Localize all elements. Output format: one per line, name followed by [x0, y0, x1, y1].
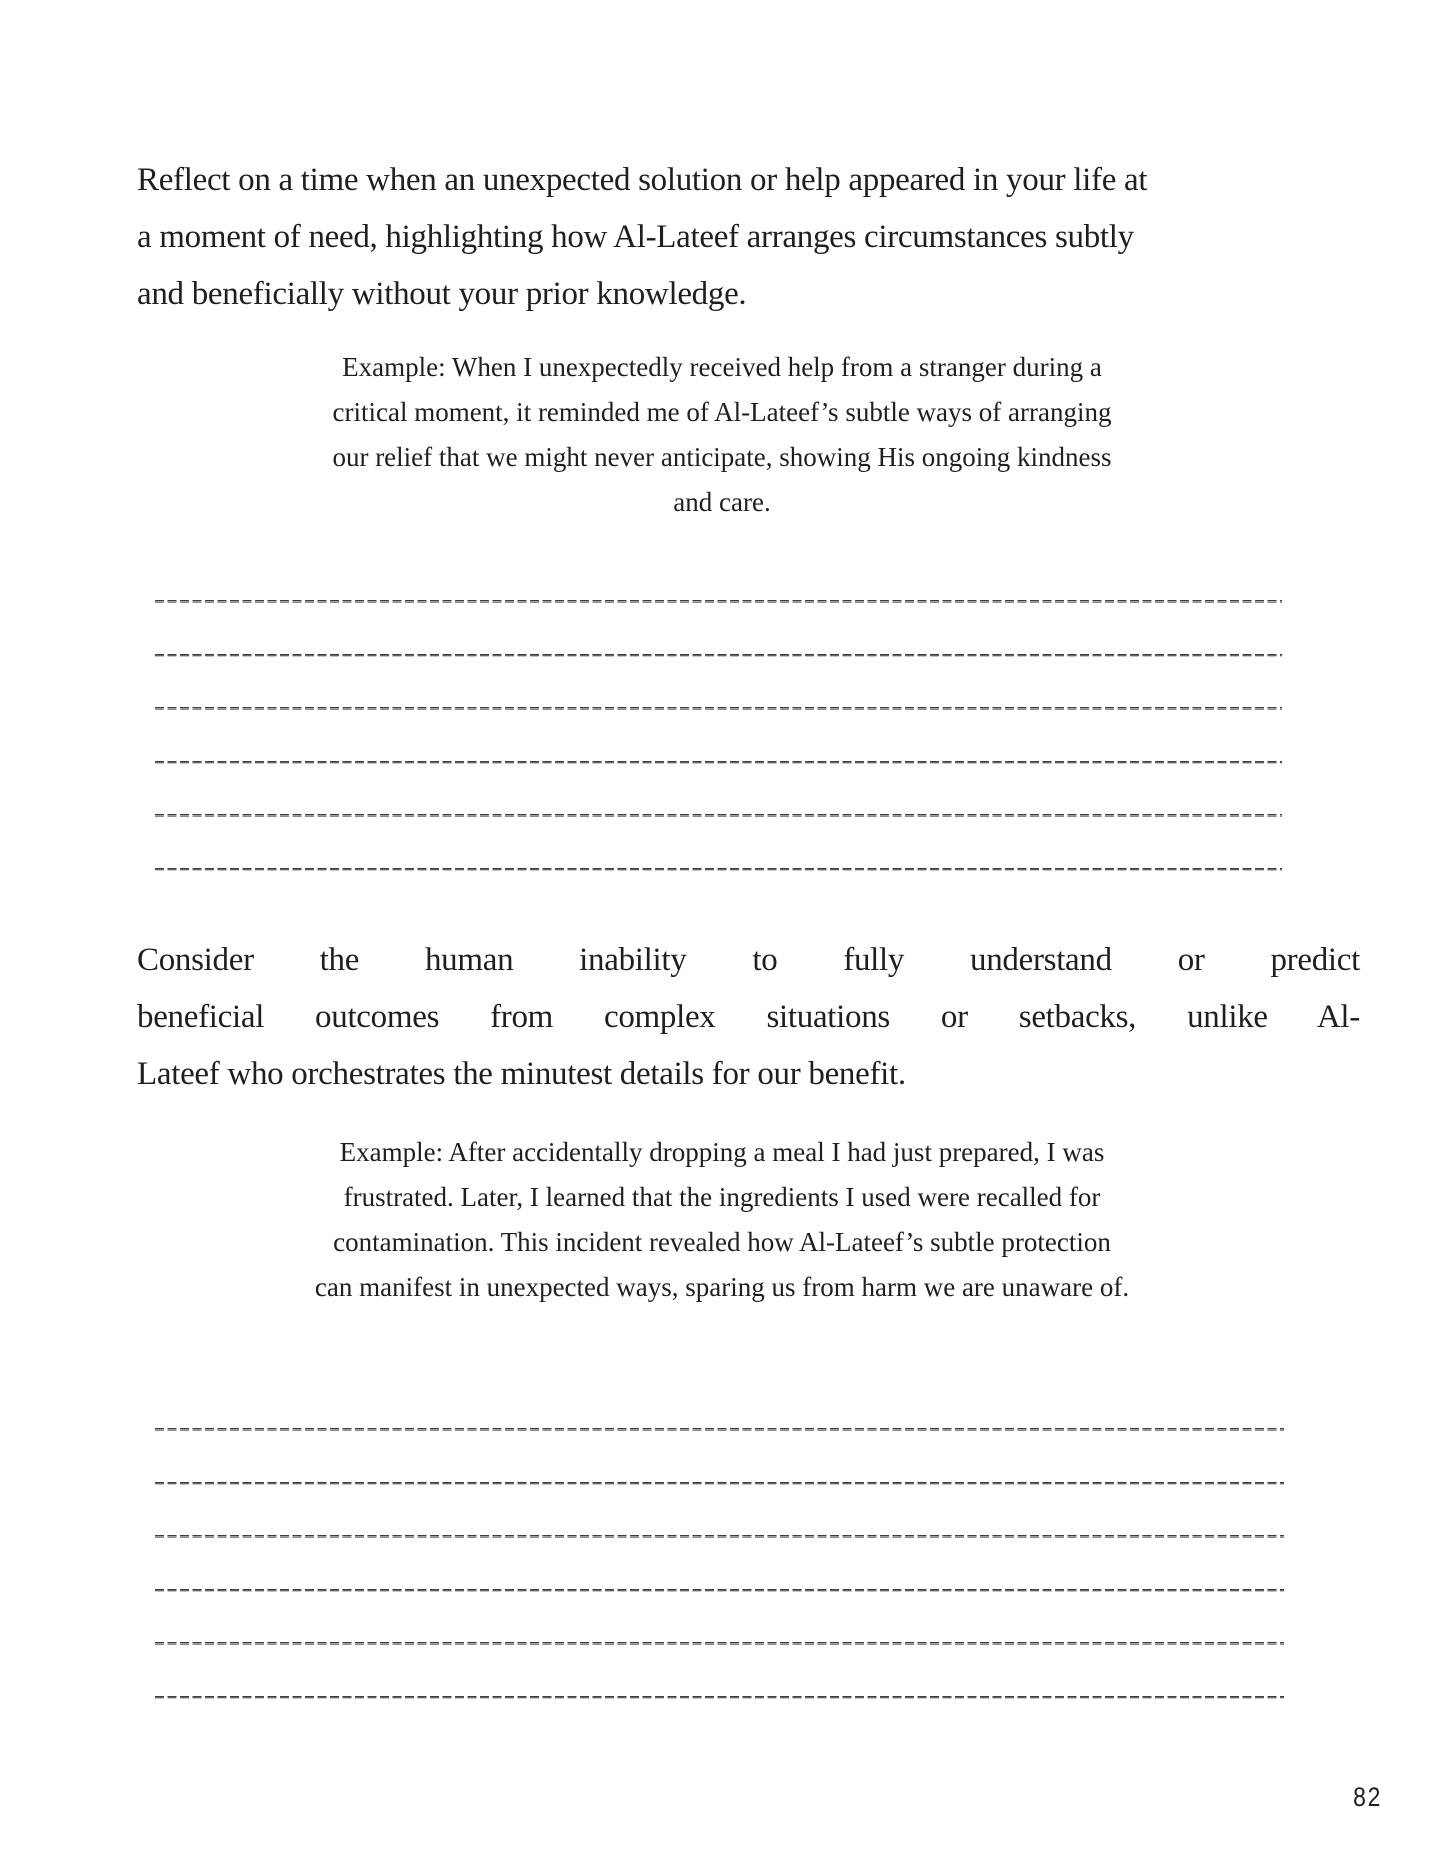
journal-prompt-2: [137, 932, 1360, 1103]
journal-prompt-1: [137, 152, 1360, 323]
example-line: our relief that we might never anticipate, showing His ongoing kindness: [332, 442, 1112, 472]
writing-lines-block-2: [155, 1428, 1284, 1749]
prompt-line: Reflect on a time when an unexpected solution or help appeared in your life at: [137, 162, 1148, 198]
writing-line: [155, 1642, 1284, 1645]
writing-lines-block-1: [155, 600, 1282, 921]
writing-line: [155, 868, 1282, 871]
example-line: critical moment, it reminded me of Al-Lateef’s subtle ways of arranging: [332, 397, 1112, 427]
writing-line: [155, 707, 1282, 710]
writing-line: [155, 1535, 1284, 1538]
writing-line: [155, 1696, 1284, 1699]
prompt-line: Consider the human inability to fully understand or predict: [137, 942, 1360, 978]
writing-line: [155, 1428, 1284, 1431]
example-line: Example: After accidentally dropping a meal I had just prepared, I was: [339, 1137, 1105, 1167]
example-line: and care.: [673, 487, 771, 517]
writing-line: [155, 1589, 1284, 1592]
example-line: frustrated. Later, I learned that the ingredients I used were recalled for: [343, 1182, 1101, 1212]
prompt-line: a moment of need, highlighting how Al-Lateef arranges circumstances subtly: [137, 219, 1134, 255]
example-line: Example: When I unexpectedly received help from a stranger during a: [342, 352, 1102, 382]
example-text-2: [222, 1130, 1222, 1310]
prompt-line: and beneficially without your prior knowledge.: [137, 276, 747, 312]
example-text-1: [222, 345, 1222, 525]
writing-line: [155, 814, 1282, 817]
prompt-line: Lateef who orchestrates the minutest details for our benefit.: [137, 1056, 906, 1092]
example-line: can manifest in unexpected ways, sparing us from harm we are unaware of.: [314, 1272, 1130, 1302]
prompt-line: beneficial outcomes from complex situations or setbacks, unlike Al-: [137, 999, 1360, 1035]
writing-line: [155, 1482, 1284, 1485]
writing-line: [155, 761, 1282, 764]
writing-line: [155, 600, 1282, 603]
example-line: contamination. This incident revealed how Al-Lateef’s subtle protection: [333, 1227, 1111, 1257]
writing-line: [155, 654, 1282, 657]
page-number: 82: [1353, 1782, 1382, 1812]
